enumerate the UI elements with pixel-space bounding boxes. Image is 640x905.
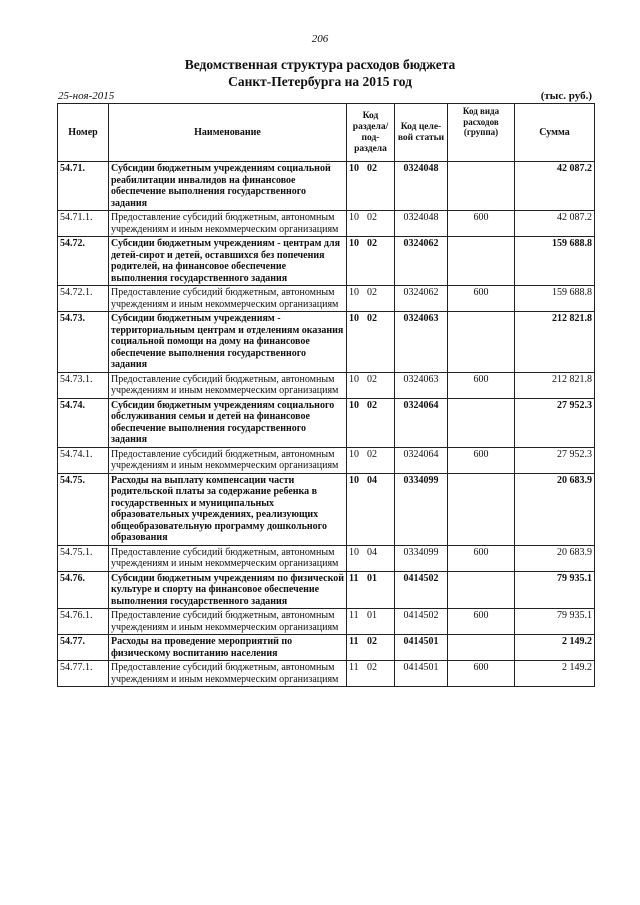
row-sum: 27 952.3	[515, 447, 595, 473]
row-name: Субсидии бюджетным учреждениям социальной реабилитации инвалидов на финансовое обеспечение выполнения государственного задания	[109, 162, 347, 211]
row-name: Субсидии бюджетным учреждениям - центрам для детей-сирот и детей, оставшихся без попечения родителей, на финансовое обеспечение выполнения государственного задания	[109, 237, 347, 286]
title-line-2: Санкт-Петербурга на 2015 год	[228, 74, 412, 89]
row-sum: 42 087.2	[515, 162, 595, 211]
row-section-code	[347, 473, 395, 545]
row-expense-type	[448, 635, 515, 661]
row-expense-type: 600	[448, 372, 515, 398]
row-target-code: 0324048	[395, 211, 448, 237]
row-section-code	[347, 661, 395, 687]
row-number: 54.72.	[58, 237, 109, 286]
row-sum: 79 935.1	[515, 609, 595, 635]
row-number: 54.76.1.	[58, 609, 109, 635]
row-section-code	[347, 398, 395, 447]
row-name: Субсидии бюджетным учреждениям - территориальным центрам и отделениям оказания социальной помощи на дому на финансовое обеспечение выполнения государственного задания	[109, 312, 347, 373]
row-section-code	[347, 635, 395, 661]
subsection-code: 02	[367, 636, 377, 647]
subsection-code: 04	[367, 546, 377, 558]
row-number: 54.74.1.	[58, 447, 109, 473]
table-row	[58, 312, 595, 373]
row-target-code: 0334099	[395, 545, 448, 571]
row-section-code	[347, 237, 395, 286]
subsection-code: 02	[367, 287, 377, 298]
section-code: 11	[349, 662, 359, 673]
row-name: Предоставление субсидий бюджетным, автономным учреждениям и иным некоммерческим организациям	[109, 447, 347, 473]
header-target-code: Код целе-вой статьи	[395, 104, 448, 162]
row-sum: 2 149.2	[515, 635, 595, 661]
row-number: 54.73.	[58, 312, 109, 373]
section-code: 11	[349, 636, 359, 647]
row-name: Предоставление субсидий бюджетным, автономным учреждениям и иным некоммерческим организациям	[109, 545, 347, 571]
row-section-code	[347, 312, 395, 373]
header-name: Наименование	[109, 104, 347, 162]
section-code: 10	[349, 448, 359, 460]
row-expense-type	[448, 473, 515, 545]
page-number: 206	[311, 33, 329, 45]
row-number: 54.73.1.	[58, 372, 109, 398]
row-number: 54.75.	[58, 473, 109, 545]
row-expense-type	[448, 398, 515, 447]
row-sum: 27 952.3	[515, 398, 595, 447]
row-sum: 2 149.2	[515, 661, 595, 687]
document-date: 25-ноя-2015	[58, 90, 115, 102]
table-row	[58, 237, 595, 286]
subsection-code: 02	[367, 448, 377, 460]
header-sum: Сумма	[515, 104, 595, 162]
row-name: Расходы на выплату компенсации части родительской платы за содержание ребенка в государственных и муниципальных образовательных учреждениях, реализующих общеобразовательную программу дошкольного образования	[109, 473, 347, 545]
row-expense-type: 600	[448, 545, 515, 571]
table-row	[58, 447, 595, 473]
section-code: 10	[349, 287, 359, 298]
row-section-code	[347, 609, 395, 635]
section-code: 10	[349, 546, 359, 558]
section-code: 10	[349, 373, 359, 385]
row-section-code	[347, 372, 395, 398]
table-row	[58, 398, 595, 447]
subsection-code: 02	[367, 373, 377, 385]
row-name: Предоставление субсидий бюджетным, автономным учреждениям и иным некоммерческим организациям	[109, 609, 347, 635]
row-expense-type	[448, 312, 515, 373]
row-number: 54.72.1.	[58, 286, 109, 312]
subsection-code: 04	[367, 474, 377, 486]
units-label: (тыс. руб.)	[540, 90, 592, 102]
table-row	[58, 372, 595, 398]
table-row	[58, 571, 595, 609]
row-target-code: 0324064	[395, 447, 448, 473]
row-number: 54.76.	[58, 571, 109, 609]
row-expense-type: 600	[448, 609, 515, 635]
row-name: Расходы на проведение мероприятий по физическому воспитанию населения	[109, 635, 347, 661]
row-sum: 159 688.8	[515, 237, 595, 286]
row-name: Субсидии бюджетным учреждениям социального обслуживания семьи и детей на финансовое обеспечение выполнения государственного задания	[109, 398, 347, 447]
table-row	[58, 162, 595, 211]
row-target-code: 0414501	[395, 635, 448, 661]
table-row	[58, 609, 595, 635]
table-row	[58, 286, 595, 312]
row-name: Предоставление субсидий бюджетным, автономным учреждениям и иным некоммерческим организациям	[109, 286, 347, 312]
section-code: 10	[349, 474, 359, 486]
row-section-code	[347, 211, 395, 237]
section-code: 10	[349, 313, 359, 324]
subsection-code: 01	[367, 572, 377, 584]
section-code: 10	[349, 163, 359, 174]
row-target-code: 0414502	[395, 609, 448, 635]
row-target-code: 0324048	[395, 162, 448, 211]
subsection-code: 02	[367, 212, 377, 223]
row-target-code: 0414502	[395, 571, 448, 609]
row-target-code: 0324064	[395, 398, 448, 447]
table-row	[58, 545, 595, 571]
table-row	[58, 635, 595, 661]
subsection-code: 02	[367, 163, 377, 174]
row-number: 54.74.	[58, 398, 109, 447]
subsection-code: 02	[367, 662, 377, 673]
title-line-1: Ведомственная структура расходов бюджета	[184, 57, 456, 72]
table-header-row	[58, 104, 595, 162]
row-name: Субсидии бюджетным учреждениям по физической культуре и спорту на финансовое обеспечение выполнения государственного задания	[109, 571, 347, 609]
header-expense-type-code: Код вида расходов (группа)	[448, 104, 515, 162]
header-section-code: Код раздела/ под-раздела	[347, 104, 395, 162]
row-target-code: 0324062	[395, 237, 448, 286]
row-sum: 42 087.2	[515, 211, 595, 237]
document-title	[0, 56, 640, 90]
row-number: 54.77.	[58, 635, 109, 661]
row-sum: 212 821.8	[515, 372, 595, 398]
table-row	[58, 473, 595, 545]
row-sum: 212 821.8	[515, 312, 595, 373]
row-number: 54.71.1.	[58, 211, 109, 237]
row-expense-type: 600	[448, 286, 515, 312]
budget-table	[57, 103, 595, 687]
row-section-code	[347, 286, 395, 312]
row-expense-type	[448, 571, 515, 609]
row-sum: 159 688.8	[515, 286, 595, 312]
section-code: 11	[349, 572, 359, 584]
row-expense-type: 600	[448, 661, 515, 687]
row-expense-type	[448, 162, 515, 211]
subsection-code: 01	[367, 610, 377, 621]
row-section-code	[347, 162, 395, 211]
row-expense-type: 600	[448, 447, 515, 473]
row-section-code	[347, 545, 395, 571]
row-number: 54.71.	[58, 162, 109, 211]
row-number: 54.75.1.	[58, 545, 109, 571]
subsection-code: 02	[367, 399, 377, 411]
table-body	[58, 162, 595, 687]
row-target-code: 0324063	[395, 312, 448, 373]
section-code: 10	[349, 399, 359, 411]
row-name: Предоставление субсидий бюджетным, автономным учреждениям и иным некоммерческим организациям	[109, 211, 347, 237]
row-name: Предоставление субсидий бюджетным, автономным учреждениям и иным некоммерческим организациям	[109, 661, 347, 687]
row-sum: 20 683.9	[515, 473, 595, 545]
row-target-code: 0324062	[395, 286, 448, 312]
section-code: 10	[349, 212, 359, 223]
row-name: Предоставление субсидий бюджетным, автономным учреждениям и иным некоммерческим организациям	[109, 372, 347, 398]
row-expense-type: 600	[448, 211, 515, 237]
subsection-code: 02	[367, 238, 377, 249]
row-section-code	[347, 447, 395, 473]
row-number: 54.77.1.	[58, 661, 109, 687]
section-code: 10	[349, 238, 359, 249]
table-row	[58, 661, 595, 687]
row-expense-type	[448, 237, 515, 286]
section-code: 11	[349, 610, 359, 621]
row-sum: 20 683.9	[515, 545, 595, 571]
row-section-code	[347, 571, 395, 609]
table-row	[58, 211, 595, 237]
row-sum: 79 935.1	[515, 571, 595, 609]
subsection-code: 02	[367, 313, 377, 324]
row-target-code: 0324063	[395, 372, 448, 398]
row-target-code: 0334099	[395, 473, 448, 545]
header-number: Номер	[58, 104, 109, 162]
row-target-code: 0414501	[395, 661, 448, 687]
